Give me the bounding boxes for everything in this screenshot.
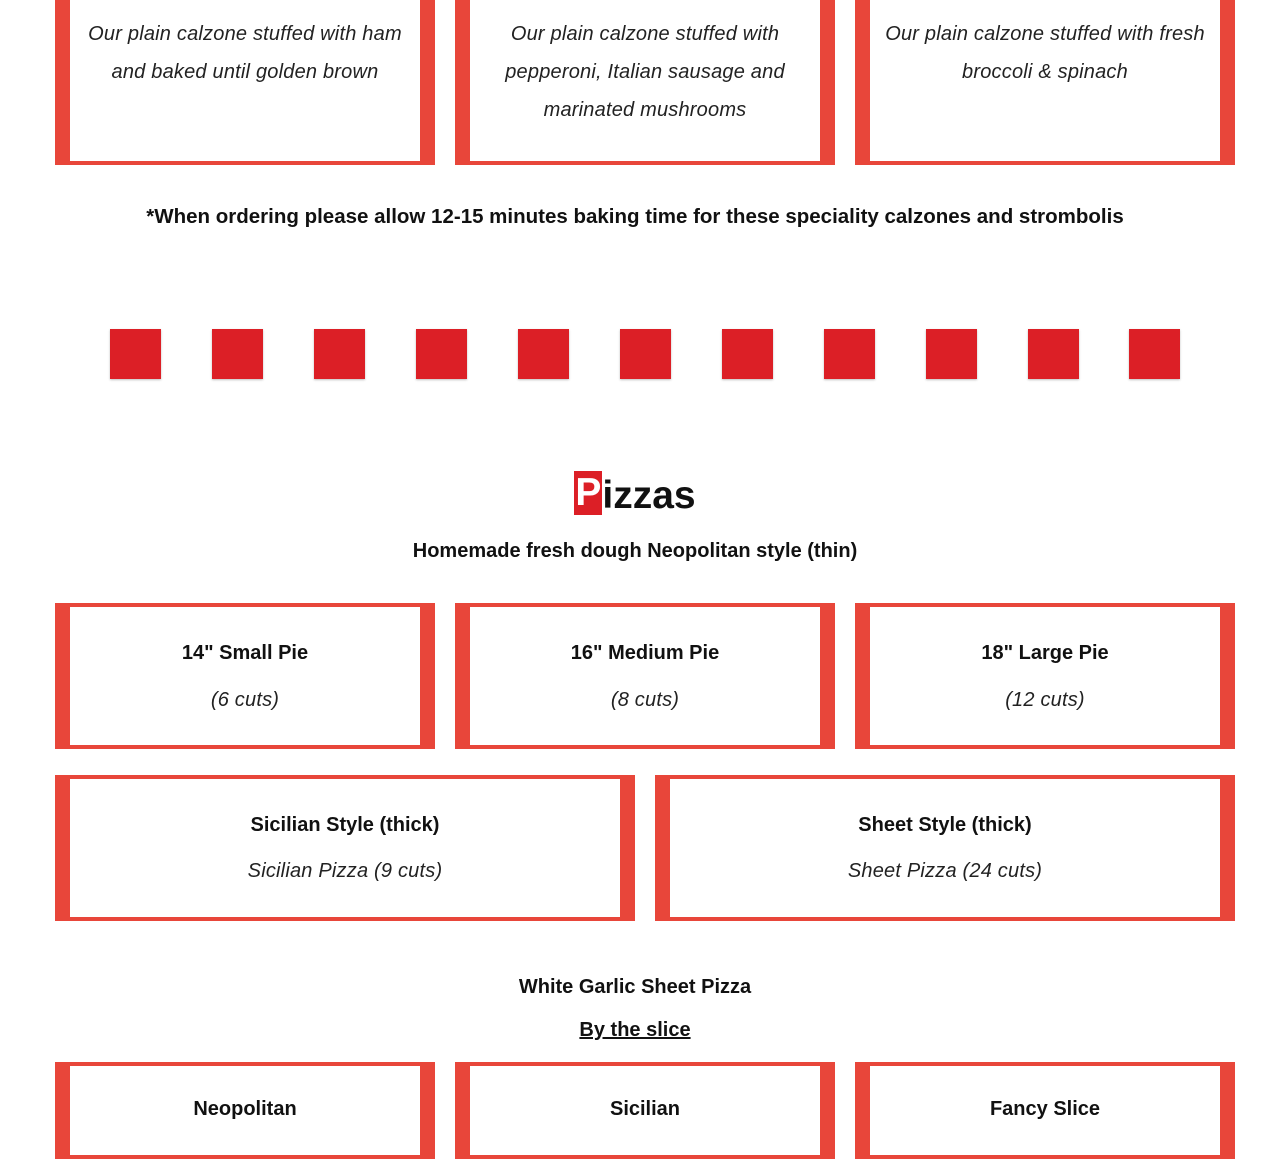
calzone-description: Our plain calzone stuffed with pepperoni, Italian sausage and marinated mushrooms [505, 23, 785, 121]
pizza-size-cuts: (12 cuts) [1005, 689, 1085, 711]
divider-square [518, 329, 569, 379]
calzone-description: Our plain calzone stuffed with ham and baked until golden brown [88, 23, 402, 83]
pizza-size-cuts: (6 cuts) [210, 689, 280, 711]
baking-time-note: *When ordering please allow 12-15 minutes baking time for these speciality calzones and strombolis [146, 205, 1124, 228]
divider-square [926, 329, 977, 379]
slice-title: Sicilian [609, 1098, 681, 1120]
sicilian-style-card [55, 775, 635, 921]
pizza-size-card-large [855, 603, 1235, 749]
calzone-description: Our plain calzone stuffed with fresh broccoli & spinach [885, 23, 1205, 83]
pizza-size-title: 18" Large Pie [981, 642, 1109, 664]
divider-square [1129, 329, 1180, 379]
red-square-divider [0, 329, 1270, 379]
pizza-size-title: 16" Medium Pie [570, 642, 720, 664]
sheet-style-title: Sheet Style (thick) [858, 814, 1032, 836]
calzone-card-broccoli-spinach [855, 0, 1235, 165]
calzone-card-ham [55, 0, 435, 165]
divider-square [212, 329, 263, 379]
divider-square [314, 329, 365, 379]
divider-square [110, 329, 161, 379]
pizza-size-card-medium [455, 603, 835, 749]
divider-square [620, 329, 671, 379]
slice-card-sicilian [455, 1062, 835, 1159]
slice-title: Neopolitan [193, 1098, 297, 1120]
divider-square [722, 329, 773, 379]
pizzas-heading [0, 470, 1270, 522]
slice-card-neopolitan [55, 1062, 435, 1159]
slice-title: Fancy Slice [989, 1098, 1101, 1120]
by-the-slice-link[interactable]: By the slice [579, 1019, 691, 1041]
calzone-card-pepperoni-sausage [455, 0, 835, 165]
pizza-size-card-small [55, 603, 435, 749]
pizza-size-title: 14" Small Pie [181, 642, 309, 664]
sicilian-style-desc: Sicilian Pizza (9 cuts) [247, 860, 443, 882]
white-garlic-heading: White Garlic Sheet Pizza [518, 976, 752, 998]
divider-square [1028, 329, 1079, 379]
pizza-size-cuts: (8 cuts) [610, 689, 680, 711]
pizzas-subtitle: Homemade fresh dough Neopolitan style (thin) [412, 540, 858, 562]
pizzas-heading-highlight: P [575, 471, 602, 514]
sheet-style-desc: Sheet Pizza (24 cuts) [847, 860, 1043, 882]
slice-card-fancy [855, 1062, 1235, 1159]
divider-square [824, 329, 875, 379]
sicilian-style-title: Sicilian Style (thick) [250, 814, 440, 836]
sheet-style-card [655, 775, 1235, 921]
pizzas-heading-rest: izzas [602, 474, 696, 517]
divider-square [416, 329, 467, 379]
